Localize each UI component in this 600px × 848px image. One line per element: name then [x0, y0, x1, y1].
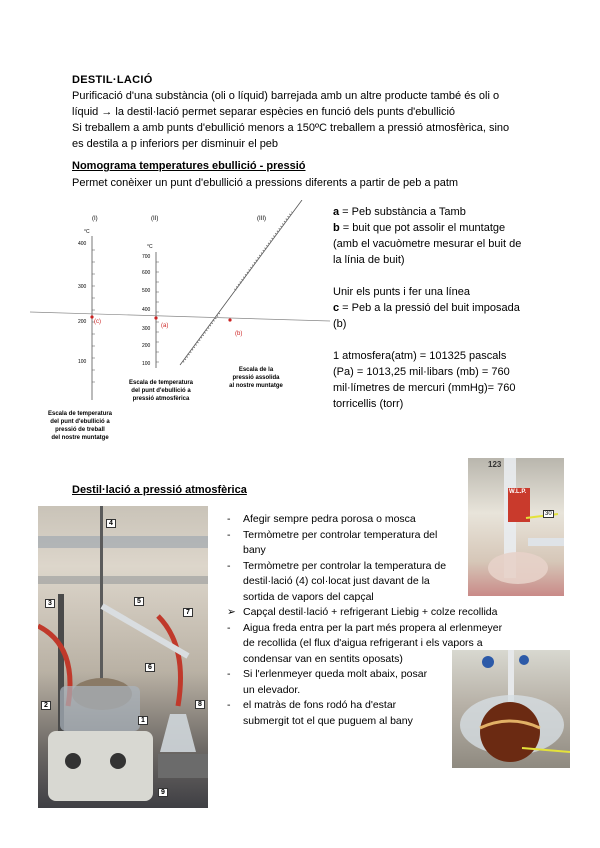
distillation-setup-photo [38, 506, 208, 808]
equivalence-line: torricellis (torr) [333, 398, 404, 410]
scale-ii-minor-ticks [156, 262, 159, 362]
svg-text:al nostre muntatge: al nostre muntatge [229, 383, 283, 389]
equivalence-line: mil·límetres de mercuri (mmHg)= 760 [333, 382, 516, 394]
legend-b: b = buit que pot assolir el muntatge [333, 222, 506, 234]
list-item: - Si l'erlenmeyer queda molt abaix, posar un elevador. [227, 668, 428, 696]
callout-6: 6 [145, 663, 155, 672]
scale-label-i: (I) [92, 216, 98, 222]
callout-7: 7 [183, 608, 193, 617]
callout-2: 2 [41, 701, 51, 710]
nomogram-heading: Nomograma temperatures ebullició - pressió [72, 160, 306, 172]
callout-8: 8 [195, 700, 205, 709]
list-item: - Termòmetre per controlar la temperatura de destil·lació (4) col·locat just davant de la sortida de vapors del capçal [227, 559, 447, 603]
thermometer-illustration [468, 458, 564, 596]
page-title: DESTIL·LACIÓ [72, 74, 153, 86]
scale-ii-tick: 500 [142, 288, 151, 294]
scale-ii-tick: 300 [142, 326, 151, 332]
nomogram-diagram [30, 200, 330, 450]
intro-line: líquid → la destil·lació permet separar espècies en funció dels punts d'ebullició [72, 106, 456, 118]
scale-label-ii: (II) [151, 216, 159, 222]
svg-text:pressió de treball: pressió de treball [55, 427, 105, 433]
scale-iii-ticks [183, 212, 292, 362]
thermometer-photo [468, 458, 564, 596]
legend-c-line: (b) [333, 318, 347, 330]
list-item: - el matràs de fons rodó ha d'estar submergit tot el que puguem al bany [227, 699, 413, 727]
scale-i-tick: 200 [78, 319, 87, 325]
flask-illustration [452, 650, 570, 768]
list-item: - Termòmetre per controlar temperatura del bany [227, 528, 438, 556]
nomogram-subtitle: Permet conèixer un punt d'ebullició a pressions diferents a partir de peb a patm [72, 177, 459, 189]
scale-i-tick: 400 [78, 241, 87, 247]
caption-scale-i [48, 411, 113, 441]
scale-ii-tick: 600 [142, 270, 151, 276]
scale-i-tick: 300 [78, 284, 87, 290]
legend-a: a = Peb substància a Tamb [333, 206, 466, 218]
scale-label-iii: (III) [257, 216, 266, 222]
point-label-c: (c) [94, 319, 101, 325]
thermometer-brand: W.L.P. [509, 489, 527, 495]
callout-9: 9 [158, 788, 168, 797]
svg-text:Escala de temperatura: Escala de temperatura [47, 411, 113, 417]
connecting-line [30, 312, 330, 321]
thermometer-number: 123 [488, 460, 502, 469]
point-a [154, 316, 157, 319]
list-item: - Afegir sempre pedra porosa o mosca [227, 513, 416, 525]
intro-line: Purificació d'una substància (oli o líquid) barrejada amb un altre producte també és oli o [72, 90, 500, 102]
intro-line: es destila a p inferiors per disminuir el peb [72, 138, 279, 150]
svg-text:del nostre muntatge: del nostre muntatge [51, 435, 109, 441]
legend-b-line: la línia de buit) [333, 254, 405, 266]
svg-text:Escala de la: Escala de la [238, 367, 274, 373]
nomogram-legend [333, 204, 521, 412]
intro-line: Si treballem a amb punts d'ebullició menors a 150ºC treballem a pressió atmosfèrica, sino [72, 122, 510, 134]
callout-5: 5 [134, 597, 144, 606]
callout-30: 30 [545, 511, 552, 517]
atmospheric-bullet-list [227, 512, 503, 729]
unit-label-i: °C [84, 229, 90, 235]
svg-text:del punt d'ebullició a: del punt d'ebullició a [50, 419, 110, 425]
equivalence-line: 1 atmosfera(atm) = 101325 pascals [333, 350, 507, 362]
svg-text:del punt d'ebullició a: del punt d'ebullició a [131, 388, 191, 394]
callout-4: 4 [106, 519, 116, 528]
scale-ii-tick: 200 [142, 343, 151, 349]
unit-label-ii: °C [147, 244, 153, 250]
svg-text:pressió atmosfèrica: pressió atmosfèrica [132, 396, 190, 402]
scale-ii-tick: 400 [142, 307, 151, 313]
legend-c: c = Peb a la pressió del buit imposada [333, 302, 520, 314]
svg-text:pressió assolida: pressió assolida [232, 375, 280, 381]
svg-text:Escala de temperatura: Escala de temperatura [128, 380, 194, 386]
point-b [228, 318, 231, 321]
caption-scale-iii [229, 367, 283, 389]
legend-b-line: (amb el vacuòmetre mesurar el buit de [333, 238, 522, 250]
caption-scale-ii [129, 380, 194, 402]
flask-bath-photo [452, 650, 570, 768]
list-item: - Aigua freda entra per la part més propera al erlenmeyer de recollida (el flux d'aigua refrigerant i els vapors a condensar van en sentits oposats) [227, 621, 503, 665]
scale-ii-tick: 100 [142, 361, 151, 367]
point-label-b: (b) [235, 331, 243, 337]
intro-paragraph [72, 88, 509, 152]
scale-i-tick: 100 [78, 359, 87, 365]
callout-3: 3 [45, 599, 55, 608]
point-label-a: (a) [161, 323, 169, 329]
equivalence-line: (Pa) = 1013,25 mil·libars (mb) = 760 [333, 366, 510, 378]
callout-1: 1 [138, 716, 148, 725]
scale-ii-tick: 700 [142, 254, 151, 260]
section-heading-atmospheric: Destil·lació a pressió atmosfèrica [72, 484, 247, 496]
setup-callouts [38, 506, 208, 808]
list-item: ➢ Capçal destil·lació + refrigerant Liebig + colze recollida [227, 606, 498, 618]
legend-join: Unir els punts i fer una línea [333, 286, 470, 298]
